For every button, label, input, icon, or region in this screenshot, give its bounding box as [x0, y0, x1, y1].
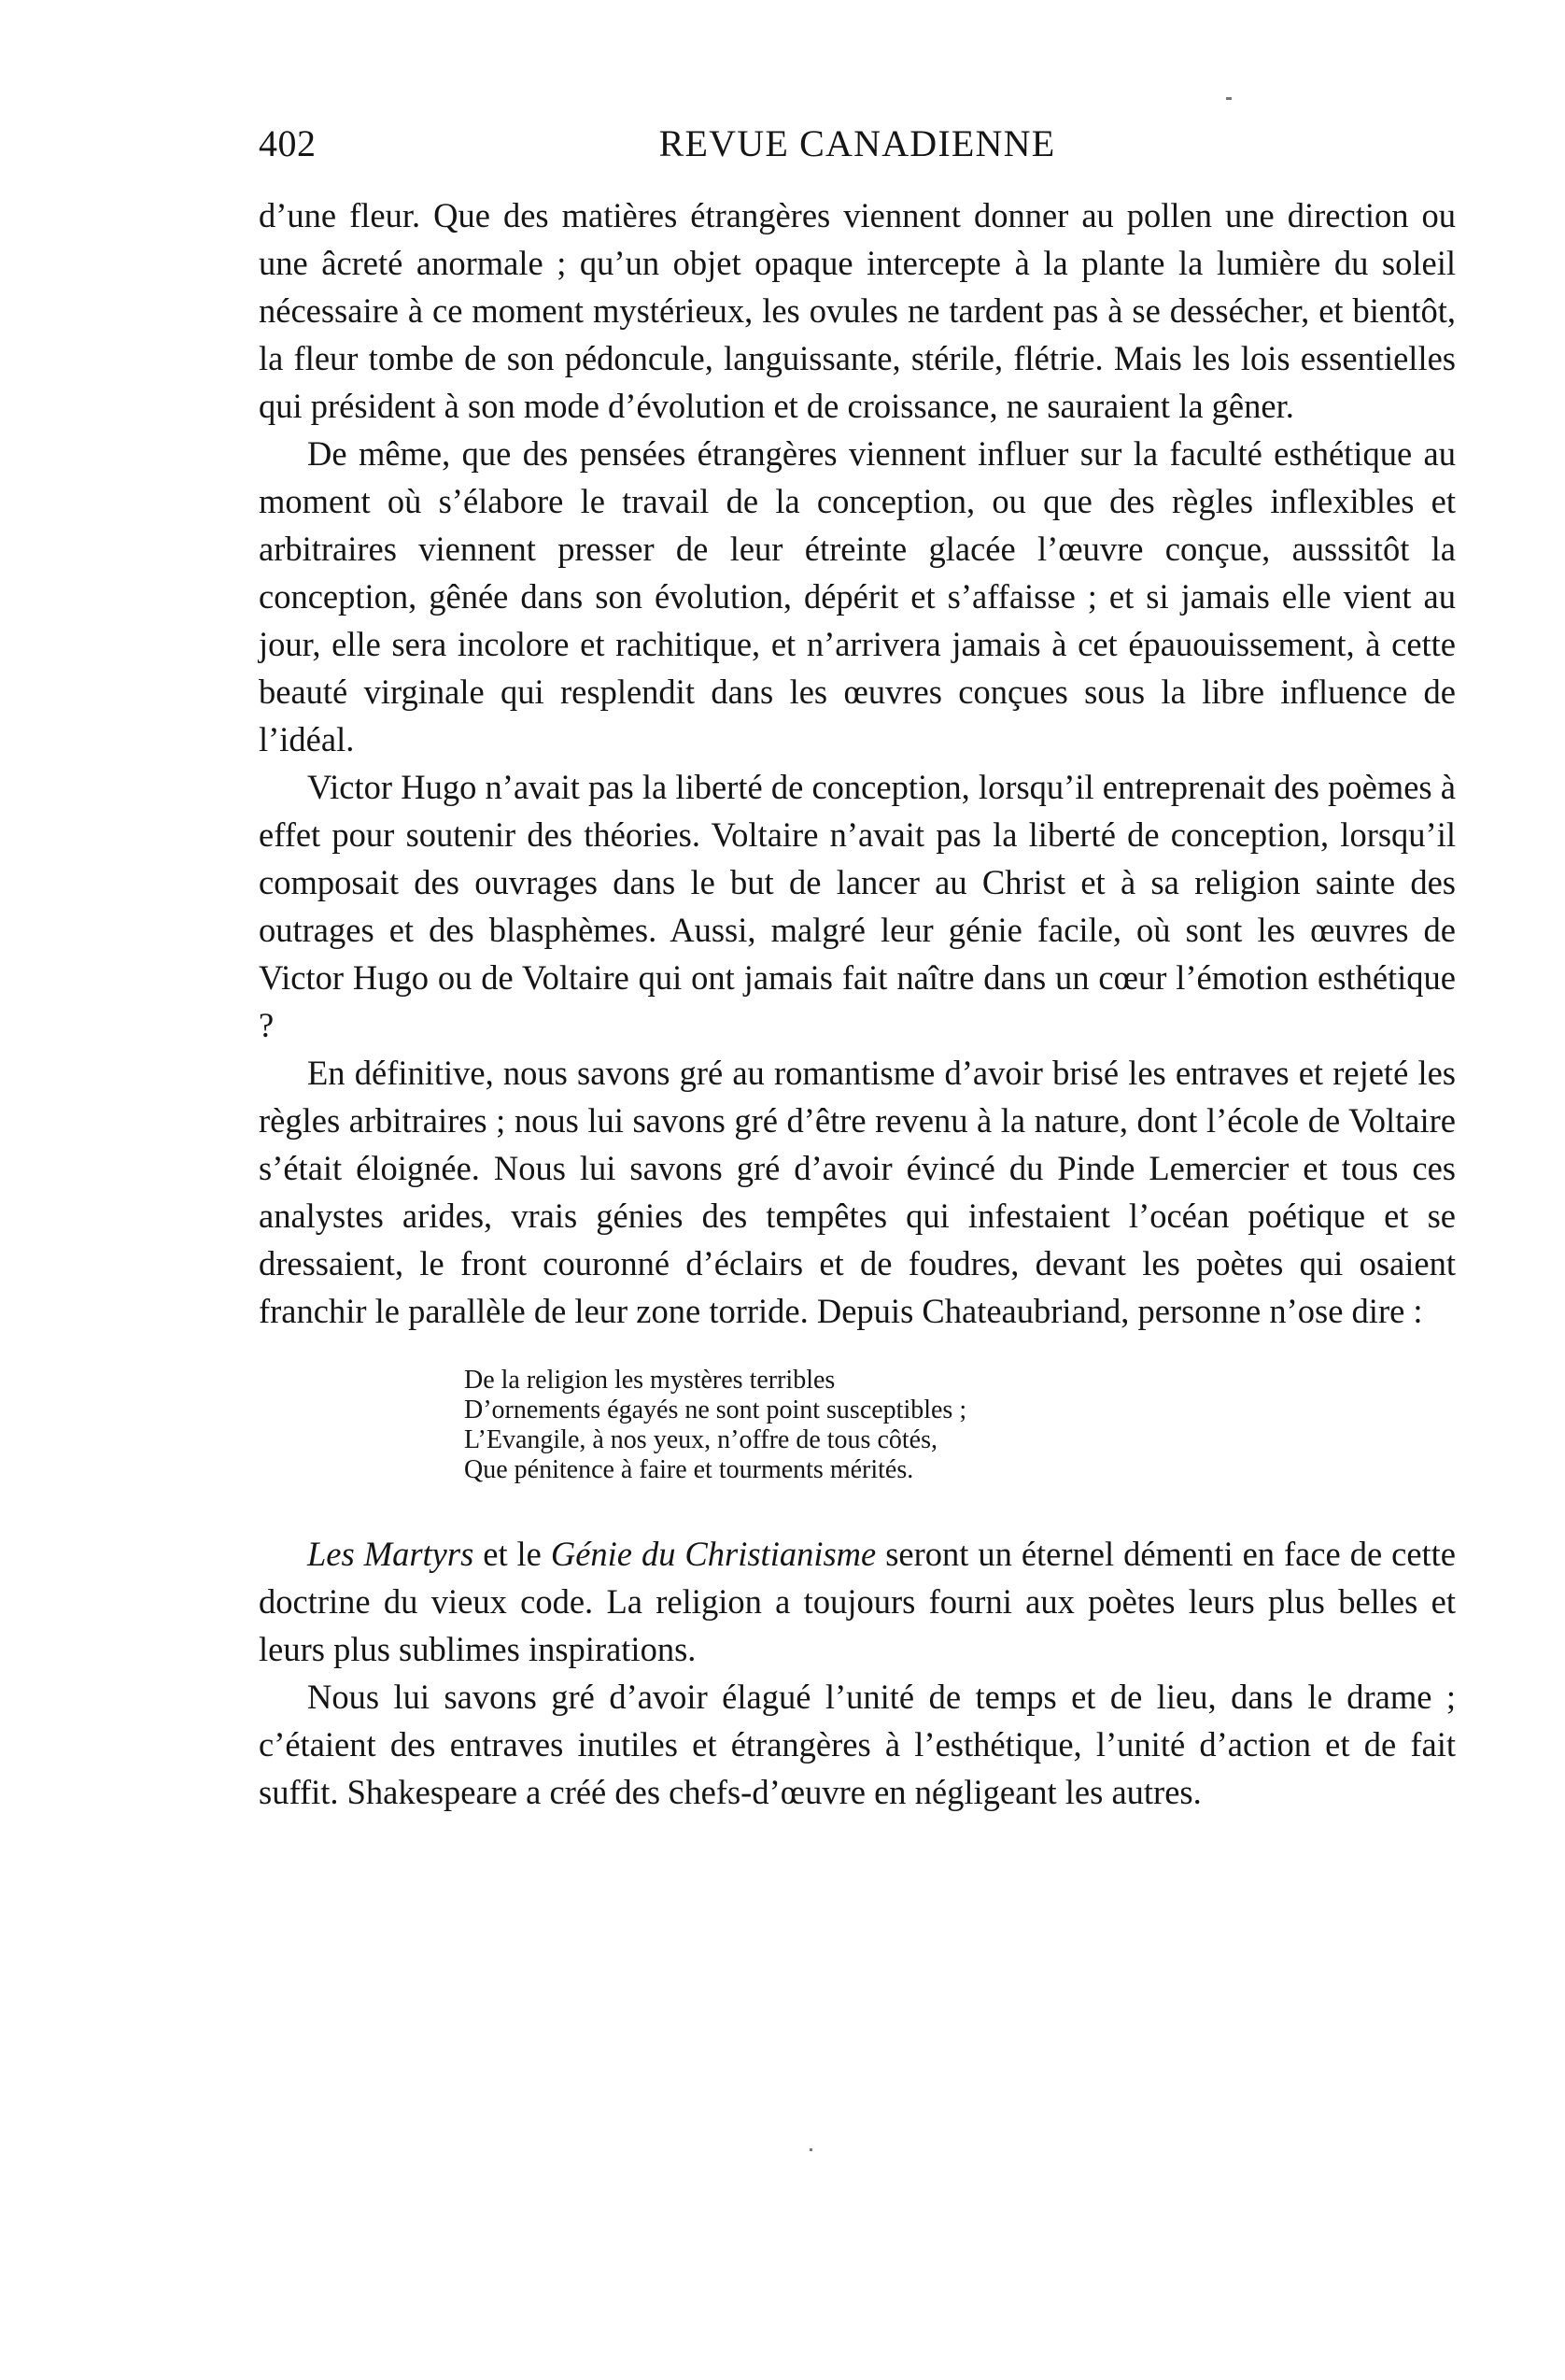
paragraph-5 — [259, 1530, 1456, 1673]
paragraph-6: Nous lui savons gré d’avoir élagué l’unité de temps et de lieu, dans le drame ; c’étaient des entraves inutiles et étrangères à l’esthétique, l’unité d’action et de fait suffit. Shakespeare a créé des chefs-d’œuvre en négligeant les autres. — [259, 1678, 1456, 1811]
verse-quotation — [464, 1366, 1456, 1485]
work-title-genie: Génie du Christianisme — [550, 1535, 877, 1573]
paragraph-4: En définitive, nous savons gré au romantisme d’avoir brisé les entraves et rejeté les règles arbitraires ; nous lui savons gré d’être revenu à la nature, dont l’école de Voltaire s’était éloignée. Nous lui savons gré d’avoir évincé du Pinde Lemercier et tous ces analystes arides, vrais génies des tempêtes qui infestaient l’océan poétique et se dressaient, le front couronné d’éclairs et de foudres, devant les poètes qui osaient franchir le parallèle de leur zone torride. Depuis Chateaubriand, personne n’ose dire : — [259, 1054, 1456, 1330]
page-header — [259, 112, 1456, 177]
work-title-martyrs: Les Martyrs — [307, 1535, 474, 1573]
print-speck — [1226, 97, 1232, 100]
print-speck — [810, 2148, 812, 2151]
verse-line-1: De la religion les mystères terribles — [464, 1366, 836, 1395]
running-title: REVUE CANADIENNE — [658, 122, 1056, 164]
paragraph-2: De même, que des pensées étrangères viennent influer sur la faculté esthétique au moment où s’élabore le travail de la conception, ou que des règles inflexibles et arbitraires viennent presser de leur étreinte glacée l’œuvre conçue, ausssitôt la conception, gênée dans son évolution, dépérit et s’affaisse ; et si jamais elle vient au jour, elle sera incolore et rachitique, et n’arrivera jamais à cet épauouissement, à cette beauté virginale qui resplendit dans les œuvres conçues sous la libre influence de l’idéal. — [259, 434, 1456, 758]
verse-line-3: L’Evangile, à nos yeux, n’offre de tous côtés, — [464, 1425, 938, 1454]
verse-line-4: Que pénitence à faire et tourments mérités. — [464, 1455, 914, 1484]
verse-line-2: D’ornements égayés ne sont point susceptibles ; — [464, 1395, 967, 1424]
body-text — [259, 191, 1456, 1816]
paragraph-5-connector: et le — [473, 1535, 551, 1573]
paragraph-3: Victor Hugo n’avait pas la liberté de conception, lorsqu’il entreprenait des poèmes à effet pour soutenir des théories. Voltaire n’avait pas la liberté de conception, lorsqu’il composait des ouvrages dans le but de lancer au Christ et à sa religion sainte des outrages et des blasphèmes. Aussi, malgré leur génie facile, où sont les œuvres de Victor Hugo ou de Voltaire qui ont jamais fait naître dans un cœur l’émotion esthétique ? — [259, 768, 1456, 1044]
paragraph-5-rest: seront un éternel démenti en face de cette doctrine du vieux code. La religion a toujours fourni aux poètes leurs plus belles et leurs plus sublimes inspirations. — [259, 1535, 1457, 1668]
paragraph-1: d’une fleur. Que des matières étrangères viennent donner au pollen une direction ou une âcreté anormale ; qu’un objet opaque intercepte à la plante la lumière du soleil nécessaire à ce moment mystérieux, les ovules ne tardent pas à se dessécher, et bientôt, la fleur tombe de son pédoncule, languissante, stérile, flétrie. Mais les lois essentielles qui président à son mode d’évolution et de croissance, ne sauraient la gêner. — [259, 196, 1456, 425]
page-number: 402 — [259, 122, 317, 164]
